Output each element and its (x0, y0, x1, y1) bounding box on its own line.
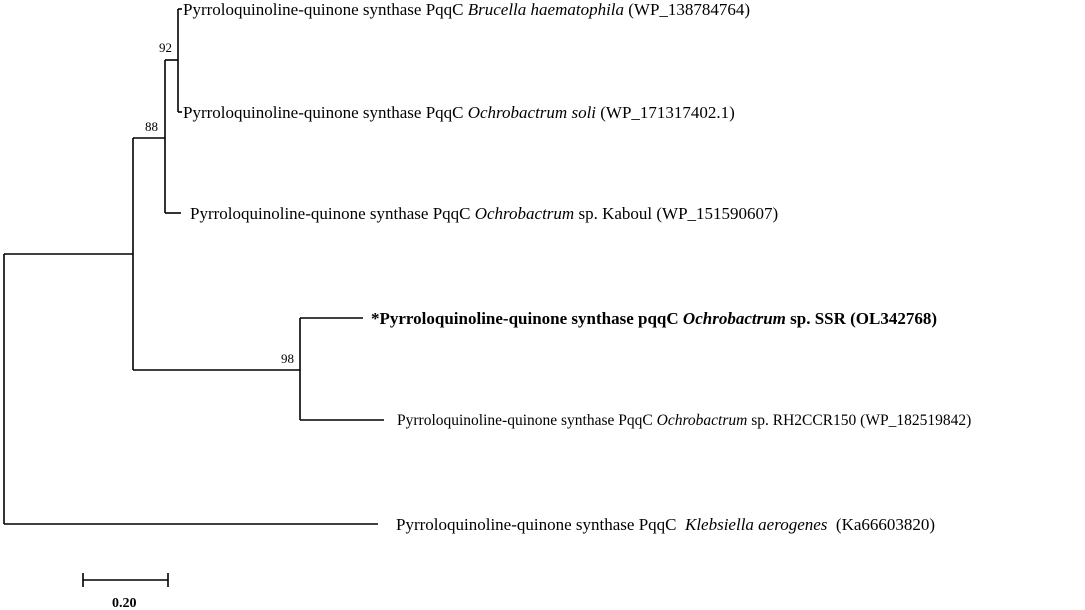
leaf-prefix: Pyrroloquinoline-quinone synthase PqqC (397, 412, 657, 429)
leaf-prefix: Pyrroloquinoline-quinone synthase PqqC (183, 103, 468, 122)
leaf-species: Ochrobactrum (682, 309, 786, 328)
leaf-label-kaboul (190, 204, 778, 223)
leaf-label-ssr (371, 309, 937, 328)
leaf-species: Ochrobactrum (656, 412, 748, 429)
leaf-suffix: sp. SSR (OL342768) (785, 309, 938, 328)
bootstrap-node92: 92 (159, 40, 172, 55)
leaf-species: Brucella haematophila (467, 0, 625, 19)
leaf-species: Klebsiella aerogenes (684, 515, 828, 534)
leaf-label-brucella (183, 0, 750, 19)
leaf-prefix: Pyrroloquinoline-quinone synthase PqqC (183, 0, 468, 19)
bootstrap-node98: 98 (281, 351, 294, 366)
leaf-suffix: (WP_138784764) (624, 0, 751, 19)
leaf-prefix: Pyrroloquinoline-quinone synthase PqqC (190, 204, 475, 223)
leaf-prefix: Pyrroloquinoline-quinone synthase PqqC (396, 515, 685, 534)
leaf-species: Ochrobactrum soli (467, 103, 597, 122)
leaf-species: Ochrobactrum (474, 204, 575, 223)
scale-bar (83, 573, 168, 610)
leaf-label-soli (183, 103, 735, 122)
scale-bar-label: 0.20 (112, 596, 137, 610)
leaf-prefix: *Pyrroloquinoline-quinone synthase pqqC (371, 309, 683, 328)
bootstrap-node88: 88 (145, 119, 158, 134)
leaf-suffix: (Ka66603820) (827, 515, 936, 534)
leaf-suffix: (WP_171317402.1) (596, 103, 735, 122)
leaf-label-rh2ccr150 (397, 412, 971, 429)
leaf-suffix: sp. RH2CCR150 (WP_182519842) (747, 412, 972, 429)
leaf-label-klebsiella (396, 515, 935, 534)
leaf-suffix: sp. Kaboul (WP_151590607) (574, 204, 779, 223)
